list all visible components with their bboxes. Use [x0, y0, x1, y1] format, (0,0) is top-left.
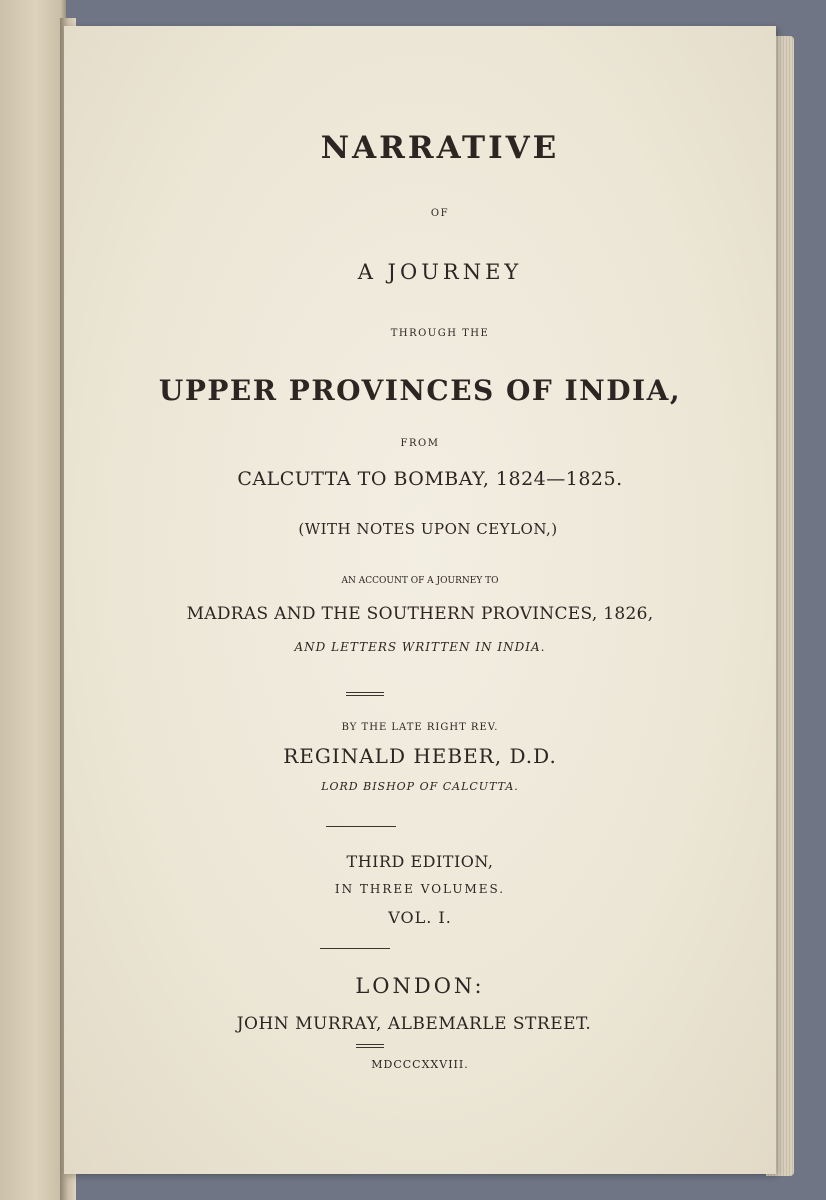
of-label: OF — [430, 208, 450, 219]
title: NARRATIVE — [320, 130, 560, 166]
from-label: FROM — [400, 438, 440, 449]
divider-rule — [326, 826, 396, 827]
journey-line: A JOURNEY — [357, 260, 523, 284]
route-line: CALCUTTA TO BOMBAY, 1824—1825. — [237, 468, 623, 490]
through-label: THROUGH THE — [390, 328, 490, 339]
author-title: LORD BISHOP OF CALCUTTA. — [321, 780, 519, 793]
left-page-edge — [0, 0, 66, 1200]
madras-line: MADRAS AND THE SOUTHERN PROVINCES, 1826, — [186, 604, 654, 624]
by-label: BY THE LATE RIGHT REV. — [341, 722, 499, 733]
city-line: LONDON: — [355, 974, 485, 998]
publication-year: MDCCCXXVIII. — [371, 1058, 469, 1071]
title-page — [64, 26, 776, 1174]
notes-line: (WITH NOTES UPON CEYLON,) — [298, 520, 558, 538]
publisher-line: JOHN MURRAY, ALBEMARLE STREET. — [236, 1014, 592, 1034]
author-name: REGINALD HEBER, D.D. — [283, 744, 557, 768]
double-rule — [346, 692, 384, 696]
account-label: AN ACCOUNT OF A JOURNEY TO — [341, 576, 499, 586]
edition-line: THIRD EDITION, — [346, 852, 494, 871]
upper-provinces-line: UPPER PROVINCES OF INDIA, — [158, 374, 682, 407]
volumes-line: IN THREE VOLUMES. — [334, 882, 506, 896]
divider-rule — [320, 948, 390, 949]
volume-number: VOL. I. — [388, 908, 452, 927]
letters-line: AND LETTERS WRITTEN IN INDIA. — [294, 640, 546, 654]
double-rule — [356, 1044, 384, 1048]
